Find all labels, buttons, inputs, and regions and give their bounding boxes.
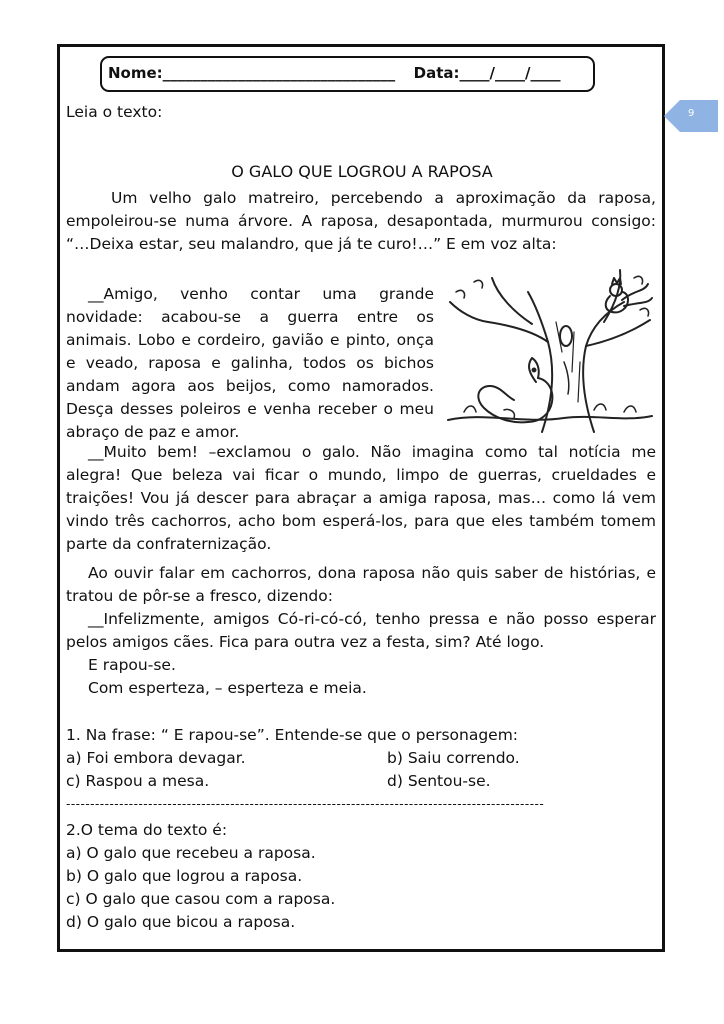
question-1-option-d: d) Sentou-se.	[387, 772, 491, 790]
paragraph-7: Com esperteza, – esperteza e meia.	[88, 679, 367, 697]
name-label: Nome:_______________________________	[108, 64, 396, 82]
paragraph-4: Ao ouvir falar em cachorros, dona raposa não quis saber de histórias, e tratou de pôr-se a fresco, dizendo:	[66, 564, 656, 605]
question-1-option-a: a) Foi embora devagar.	[66, 749, 246, 767]
question-2-option-a: a) O galo que recebeu a raposa.	[66, 844, 316, 862]
paragraph-3: __Muito bem! –exclamou o galo. Não imagina como tal notícia me alegra! Que beleza vai ficar o mundo, limpo de guerras, crueldades e traições! Vou já descer para abraçar a amiga raposa, mas… como lá vem vindo três cachorros, acho bom esperá-los, para que eles também tomem parte da confraternização.	[66, 443, 656, 553]
paragraph-2: __Amigo, venho contar uma grande novidade: acabou-se a guerra entre os animais. Lobo e cordeiro, gavião e pinto, onça e veado, raposa e galinha, todos os bichos andam agora aos beijos, como namorados. Desça desses poleiros e venha receber o meu abraço de paz e amor.	[66, 285, 434, 441]
question-1-prompt: 1. Na frase: “ E rapou-se”. Entende-se que o personagem:	[66, 726, 519, 744]
question-2-option-b: b) O galo que logrou a raposa.	[66, 867, 303, 885]
question-2-prompt: 2.O tema do texto é:	[66, 821, 228, 839]
story-title: O GALO QUE LOGROU A RAPOSA	[231, 162, 493, 181]
fox-and-rooster-illustration	[444, 262, 656, 434]
separator-line: ---------------------------------------------------------------------------------------------------	[66, 797, 545, 811]
page-number: 9	[688, 108, 695, 119]
page-number-badge	[664, 100, 718, 132]
question-1-option-b: b) Saiu correndo.	[387, 749, 520, 767]
paragraph-5: __Infelizmente, amigos Có-ri-có-có, tenho pressa e não posso esperar pelos amigos cães. Fica para outra vez a festa, sim? Até logo.	[66, 610, 656, 651]
paragraph-6: E rapou-se.	[88, 656, 176, 674]
intro-text: Leia o texto:	[66, 103, 163, 121]
question-1-option-c: c) Raspou a mesa.	[66, 772, 210, 790]
paragraph-1: Um velho galo matreiro, percebendo a aproximação da raposa, empoleirou-se numa árvore. A raposa, desapontada, murmurou consigo: “…Deixa estar, seu malandro, que já te curo!…” E em voz alta:	[66, 189, 656, 253]
date-label: Data:____/____/____	[413, 64, 561, 82]
question-2-option-d: d) O galo que bicou a raposa.	[66, 913, 296, 931]
name-date-box	[100, 56, 595, 92]
question-2-option-c: c) O galo que casou com a raposa.	[66, 890, 336, 908]
